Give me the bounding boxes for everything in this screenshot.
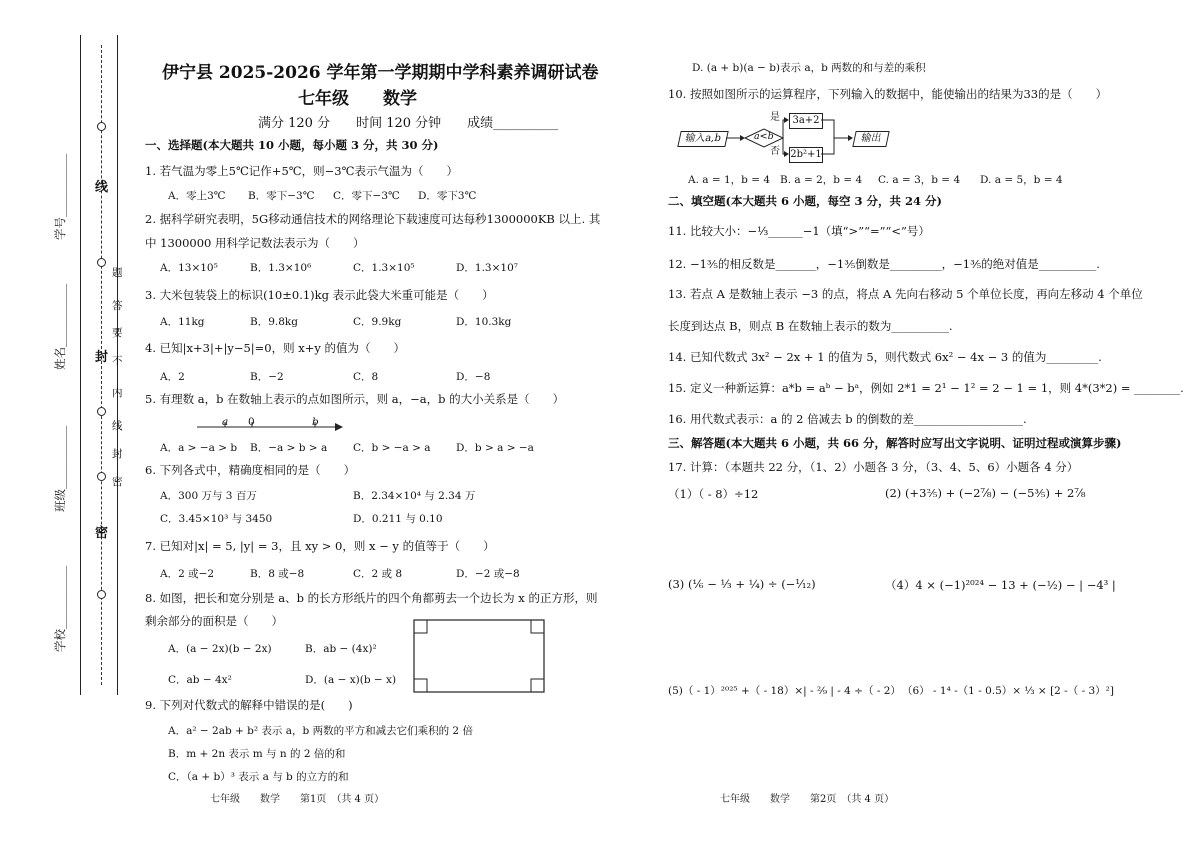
q3-option-d: D．10.3kg [456,316,512,328]
field-school: 学校___________ [53,565,67,652]
q8-option-a: A．(a − 2x)(b − 2x) [168,643,272,655]
flow-condition: a<b [754,131,774,142]
seal-word: 线 [112,420,123,432]
question-13-cont: 长度到达点 B，则点 B 在数轴上表示的数为__________. [668,319,953,333]
q2-option-d: D．1.3×10⁷ [456,262,518,274]
q6-option-b: B．2.34×10⁴ 与 2.34 万 [353,490,476,502]
question-3: 3. 大米包装袋上的标识(10±0.1)kg 表示此袋大米重可能是（ ） [145,288,494,302]
question-10: 10. 按照如图所示的运算程序，下列输入的数据中，能使输出的结果为33的是（ ） [668,87,1108,101]
question-2: 2. 据科学研究表明，5G移动通信技术的网络理论下载速度可达每秒1300000KB 以上. 其 [145,212,601,226]
exam-subtitle: 七年级 数学 [298,89,417,109]
margin-dashed-line [101,45,102,685]
calc-1: （1）（ - 8）÷12 [668,487,759,501]
field-class: 班级___________ [53,425,67,512]
q6-option-d: D．0.211 与 0.10 [353,513,443,525]
q6-option-c: C．3.45×10³ 与 3450 [160,513,273,525]
question-8-cont: 剩余部分的面积是（ ） [145,614,283,628]
seal-word: 线 [95,180,109,195]
page-1-footer: 七年级 数学 第1页 （共 4 页） [210,794,385,805]
q5-option-a: A．a > −a > b [160,442,238,454]
q1-option-d: D．零下3℃ [418,190,477,202]
exam-title: 伊宁县 2025-2026 学年第一学期期中学科素养调研试卷 [162,63,599,83]
q1-option-b: B．零下−3℃ [248,190,315,202]
q6-option-a: A．300 万与 3 百万 [160,490,257,502]
question-4: 4. 已知|x+3|+|y−5|=0，则 x+y 的值为（ ） [145,341,406,355]
seal-word: 题 [112,267,123,279]
question-5: 5. 有理数 a，b 在数轴上表示的点如图所示，则 a，−a，b 的大小关系是（ ） [145,392,565,406]
question-1: 1. 若气温为零上5℃记作+5℃，则−3℃表示气温为（ ） [145,164,458,178]
q4-option-a: A．2 [160,371,185,383]
seal-word: 密 [112,476,123,488]
margin-hole [97,407,106,416]
q7-option-d: D．−2 或−8 [456,568,520,580]
q9-option-a: A．a² − 2ab + b² 表示 a，b 两数的平方和减去它们乘积的 2 倍 [168,725,473,737]
calc-2: (2) (+3⅖) + (−2⁷⁄₈) − (−5⅗) + 2⁷⁄₈ [885,486,1086,500]
question-12: 12. −1⅗的相反数是_______，−1⅗倒数是_________，−1⅗的绝对值是__________. [668,257,1100,271]
margin-hole [97,590,106,599]
q3-option-a: A．11kg [160,316,205,328]
q1-option-a: A．零上3℃ [168,190,226,202]
exam-meta: 满分 120 分 时间 120 分钟 成绩__________ [258,116,559,131]
q8-option-b: B．ab − (4x)² [305,643,377,655]
axis-label-a: a [222,416,229,428]
q7-option-b: B．8 或−8 [250,568,305,580]
question-6: 6. 下列各式中，精确度相同的是（ ） [145,463,356,477]
q10-option-a: A. a = 1，b = 4 [688,174,771,186]
q2-option-b: B．1.3×10⁶ [250,262,312,274]
q2-option-a: A．13×10⁵ [160,262,218,274]
seal-word: 密 [95,526,109,541]
axis-label-b: b [312,416,319,428]
flow-expr-no: 2b²+1 [789,147,823,163]
q3-option-b: B．9.8kg [250,316,298,328]
flow-input: 输入a,b [677,131,728,147]
seal-word: 封 [112,448,123,460]
seal-word: 不 [112,355,123,367]
seal-word: 要 [112,327,123,339]
margin-hole [97,122,106,131]
margin-hole [97,472,106,481]
page-2-footer: 七年级 数学 第2页 （共 4 页） [720,794,895,805]
margin-outer-line [80,35,81,695]
q2-option-c: C．1.3×10⁵ [353,262,415,274]
calc-6: （6） - 1⁴ -（1 - 0.5）× ⅓ × [2 -（ - 3）²] [902,685,1114,697]
q10-option-c: C. a = 3，b = 4 [878,174,961,186]
question-16: 16. 用代数式表示：a 的 2 倍减去 b 的倒数的差___________________. [668,412,1027,426]
seal-word: 封 [95,350,109,365]
question-7: 7. 已知对|x| = 5, |y| = 3，且 xy > 0，则 x − y 的值等于（ ） [145,539,495,553]
q8-option-c: C．ab − 4x² [168,674,232,686]
calc-5: (5)（ - 1）²⁰²⁵ +（ - 18）×| - ²⁄₉ | - 4 ÷（ - 2） [668,685,901,697]
question-17: 17. 计算：（本题共 22 分，（1、2）小题各 3 分，（3、4、5、6）小题各 4 分） [668,460,1079,474]
section-choice: 一、选择题(本大题共 10 小题，每小题 3 分，共 30 分) [145,138,439,152]
rectangle-figure [413,619,545,693]
q3-option-c: C．9.9kg [353,316,402,328]
question-13: 13. 若点 A 是数轴上表示 −3 的点，将点 A 先向右移动 5 个单位长度，再向左移动 4 个单位 [668,287,1143,301]
axis-label-zero: 0 [248,416,255,428]
number-line [195,413,345,439]
question-2-cont: 中 1300000 用科学记数法表示为（ ） [145,236,365,250]
q10-option-d: D. a = 5，b = 4 [980,174,1063,186]
section-fill-blank: 二、填空题(本大题共 6 小题，每空 3 分，共 24 分) [668,194,942,208]
question-9: 9. 下列对代数式的解释中错误的是( ) [145,698,353,712]
q4-option-b: B．−2 [250,371,284,383]
q7-option-a: A．2 或−2 [160,568,215,580]
question-8: 8. 如图，把长和宽分别是 a、b 的长方形纸片的四个角都剪去一个边长为 x 的正方形，则 [145,591,598,605]
question-14: 14. 已知代数式 3x² − 2x + 1 的值为 5，则代数式 6x² − 4x − 3 的值为_________. [668,350,1102,364]
q5-option-d: D．b > a > −a [456,442,534,454]
flow-output: 输出 [852,131,889,147]
q9-option-d: D. (a + b)(a − b)表示 a，b 两数的和与差的乘积 [692,62,926,74]
seal-word: 内 [112,387,123,399]
flow-expr-yes: 3a+2 [789,113,823,129]
q5-option-b: B．−a > b > a [250,442,328,454]
section-solve: 三、解答题(本大题共 6 小题，共 66 分，解答时应写出文字说明、证明过程或演算步骤) [668,436,1122,450]
q9-option-b: B．m + 2n 表示 m 与 n 的 2 倍的和 [168,748,346,760]
q5-option-c: C．b > −a > a [353,442,431,454]
question-15: 15. 定义一种新运算：a*b = aᵇ − bᵃ，例如 2*1 = 2¹ − 1² = 2 − 1 = 1，则 4*(3*2) = ________. [668,381,1184,395]
q4-option-c: C．8 [353,371,379,383]
flow-no-label: 否 [770,146,780,157]
question-11: 11. 比较大小：−⅓______−1（填“>”“=”“<”号） [668,224,930,238]
seal-word: 答 [112,300,123,312]
margin-hole [97,258,106,267]
q7-option-c: C．2 或 8 [353,568,403,580]
field-student-number: 学号___________ [53,153,67,240]
q1-option-c: C．零下−3℃ [333,190,400,202]
calc-4: （4）4 × (−1)²⁰²⁴ − 13 + (−½) − | −4³ | [885,578,1116,592]
flow-yes-label: 是 [770,112,780,123]
q9-option-c: C．（a + b）³ 表示 a 与 b 的立方的和 [168,771,349,783]
field-name: 姓名___________ [53,283,67,370]
q10-option-b: B. a = 2，b = 4 [780,174,863,186]
q4-option-d: D．−8 [456,371,491,383]
calc-3: (3) (⅙ − ⅓ + ¼) ÷ (−¹⁄₁₂) [668,577,816,591]
q8-option-d: D．(a − x)(b − x) [305,674,397,686]
